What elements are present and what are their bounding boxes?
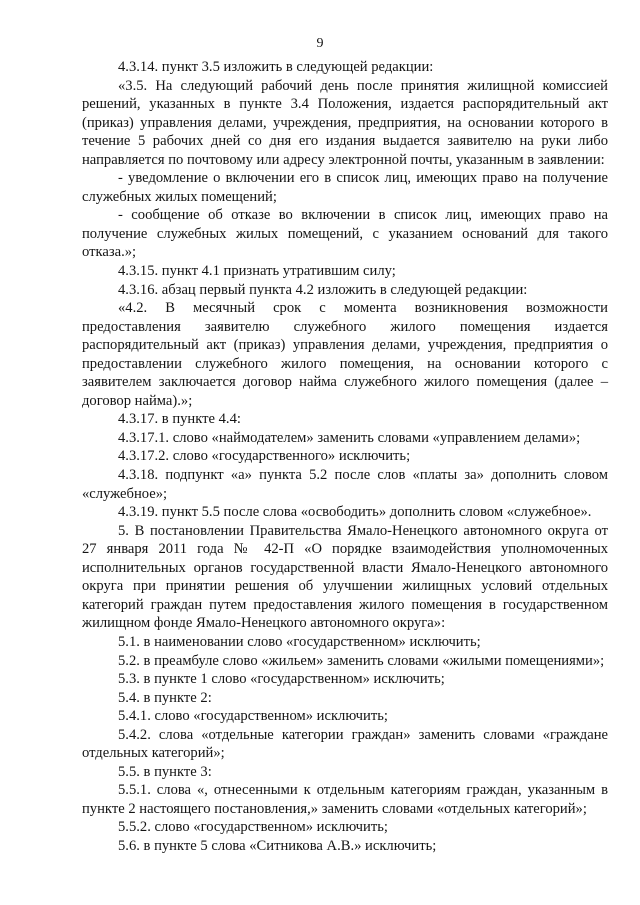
paragraph: 4.3.16. абзац первый пункта 4.2 изложить в следующей редакции: (118, 281, 528, 298)
paragraph: 5.4.1. слово «государственном» исключить; (118, 708, 388, 725)
paragraph: 5.1. в наименовании слово «государственном» исключить; (118, 633, 481, 650)
page-number: 9 (316, 36, 324, 51)
paragraph: 5.5. в пункте 3: (118, 763, 212, 780)
paragraph: 4.3.15. пункт 4.1 признать утратившим силу; (118, 263, 396, 280)
paragraph: 4.3.14. пункт 3.5 изложить в следующей редакции: (118, 59, 434, 75)
paragraph-list-item: - сообщение об отказе во включении в список лиц, имеющих право на получение служебных жилых помещений, с указанием оснований для такого отказа.»; (82, 207, 608, 261)
paragraph-list-item: - уведомление о включении его в список лиц, имеющих право на получение служебных жилых помещений; (82, 170, 608, 205)
paragraph: 4.3.17.1. слово «наймодателем» заменить словами «управлением делами»; (118, 429, 581, 446)
paragraph: 5. В постановлении Правительства Ямало-Ненецкого автономного округа от 27 января 2011 года № 42-П «О порядке взаимодействия уполномоченных исполнительных органов государственной власти Ямало-Ненецкого автономного округа при принятии решения об улучшении жилищных условий отдельных категорий граждан путем предоставления жилого помещения в государственном жилищном фонде Ямало-Ненецкого автономного округа»: (82, 522, 608, 632)
paragraph: 5.4.2. слова «отдельные категории граждан» заменить словами «граждане отдельных категорий»; (82, 726, 608, 762)
paragraph: 4.3.18. подпункт «а» пункта 5.2 после слов «платы за» дополнить словом «служебное»; (82, 467, 608, 502)
paragraph: 5.3. в пункте 1 слово «государственном» исключить; (118, 671, 445, 688)
paragraph: «3.5. На следующий рабочий день после принятия жилищной комиссией решений, указанных в пункте 3.4 Положения, издается распорядительный акт (приказ) управления делами, учреждения, предприятия, на основании которого в течение 5 рабочих дней со дня его издания выдается заявителю на руки либо направляется по почтовому или адресу электронной почты, указанным в заявлении: (82, 77, 608, 168)
paragraph: 4.3.17.2. слово «государственного» исключить; (118, 448, 411, 465)
paragraph: 5.5.2. слово «государственном» исключить; (118, 819, 388, 836)
paragraph: 5.2. в преамбуле слово «жильем» заменить словами «жилыми помещениями»; (118, 652, 605, 669)
document-body (82, 58, 608, 856)
paragraph: 4.3.17. в пункте 4.4: (118, 411, 241, 428)
paragraph: «4.2. В месячный срок с момента возникновения возможности предоставления заявителю служебного жилого помещения издается распорядительный акт (приказ) управления делами, учреждения, предприятия о предоставлении служебного жилого помещения, на основании которого с заявителем заключается договор найма служебного жилого помещения (далее – договор найма).»; (82, 300, 608, 409)
paragraph: 5.5.1. слова «, отнесенными к отдельным категориям граждан, указанным в пункте 2 настоящего постановления,» заменить словами «отдельных категорий»; (82, 782, 608, 817)
paragraph: 5.6. в пункте 5 слова «Ситникова А.В.» исключить; (118, 837, 437, 854)
paragraph: 4.3.19. пункт 5.5 после слова «освободить» дополнить словом «служебное». (118, 504, 592, 521)
paragraph: 5.4. в пункте 2: (118, 689, 212, 706)
